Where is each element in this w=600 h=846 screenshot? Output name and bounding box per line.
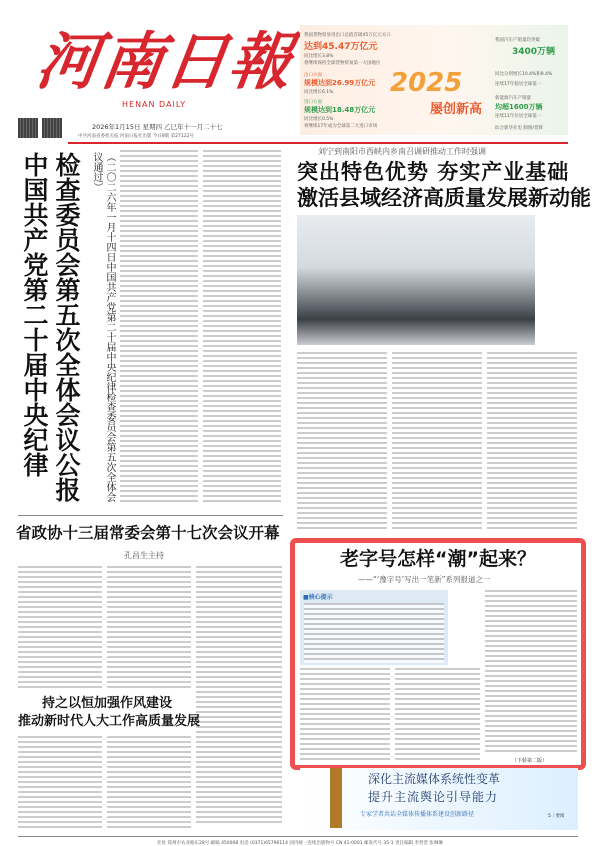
info-text: 连续11年位居全球第一 [495, 114, 542, 119]
info-text: 将继续保持全球货物贸易第一大国地位 [304, 61, 381, 66]
info-text: 我国汽车产销量均突破 [495, 38, 540, 43]
info-text: 我国货物贸易进出口总值首破45万亿元关口 [304, 33, 391, 38]
award-ribbon-icon [330, 768, 342, 828]
info-text: 同比分别增长10.4%和9.4% [495, 72, 553, 77]
continued-note: （下转第二版） [512, 758, 548, 764]
info-slogan: 屡创新高 [430, 102, 483, 117]
story4-body-column [107, 736, 191, 828]
info-credit: 综合新华社电 制图/贺辉 [495, 126, 543, 131]
feature-subtitle: ——“‘豫字号’写出一笔新”系列报道之一 [358, 575, 491, 584]
feature-headline: 老字号怎样“潮”起来？ [340, 548, 536, 570]
info-text: 同比增长0.5% [304, 117, 334, 122]
story3-body-column [18, 566, 102, 688]
news-photo [297, 215, 535, 345]
issue-date: 2026年1月15日 星期四 乙巳年十一月二十七 [92, 123, 223, 131]
story2-body-column [487, 352, 577, 532]
story2-kicker: 刘宁到南阳市西峡内乡南召调研推动工作时强调 [318, 147, 486, 156]
story3-subtitle: 孔昌生主持 [124, 551, 164, 560]
banner-line-2: 提升主流舆论引导能力 [368, 790, 499, 804]
lead-body-column [120, 150, 198, 505]
info-value: 达到45.47万亿元 [304, 42, 378, 52]
core-label: ■核心提示 [303, 594, 333, 601]
publisher-line: 中共河南省委机关报 河南日报社出版 今日8版 第27122号 [78, 134, 194, 139]
masthead-rule [68, 142, 568, 144]
banner-line-1: 深化主流媒体系统性变革 [368, 772, 501, 786]
banner-page: 5｜要闻 [548, 814, 565, 819]
lead-body-column [203, 150, 281, 505]
info-text: 连续17年稳居全球第一 [495, 82, 542, 87]
story2-body-column [297, 352, 387, 532]
info-text: 新能源汽车产销量 [495, 96, 531, 101]
core-summary [300, 590, 448, 665]
info-value: 规模达到18.48万亿元 [304, 106, 376, 114]
divider [18, 515, 283, 516]
info-text: 同比增长3.8% [304, 54, 334, 59]
info-text: 同比增长6.1% [304, 90, 334, 95]
feature-body-column [300, 668, 390, 762]
lead-headline-a: 中国共产党第二十届中央纪律 [20, 152, 49, 477]
story2-body-column [392, 352, 482, 532]
masthead-english: HENAN DAILY [122, 100, 187, 109]
footer-rule [18, 836, 578, 837]
masthead-logo: 河南日報 [32, 25, 299, 98]
story4-headline-2: 推动新时代人大工作高质量发展 [18, 714, 201, 729]
banner-sub: 专家学者共话全媒体传播体系建设创新路径 [360, 811, 475, 818]
lead-headline-b: 检查委员会第五次全体会议公报 [52, 152, 81, 502]
promo-banner[interactable] [300, 768, 578, 830]
story3-body-column [196, 566, 282, 826]
info-text: 将继续17年成为全球第二大进口市场 [304, 124, 378, 129]
story2-headline-2: 激活县域经济高质量发展新动能 [297, 186, 591, 210]
feature-body-column [485, 590, 577, 752]
story3-body-column [107, 566, 191, 688]
info-value: 均超1600万辆 [495, 103, 543, 111]
story4-headline-1: 持之以恒加强作风建设 [42, 696, 173, 711]
info-text: 进口方面 [304, 100, 322, 105]
info-year: 2025 [390, 68, 463, 98]
story3-headline: 省政协十三届常委会第十七次会议开幕 [16, 524, 280, 542]
feature-body-column [395, 668, 480, 762]
footer-info: 社址 郑州市农业路东28号 邮编 450008 电话 (0371)65796114 国内统一连续出版物号 CN 41-0001 邮发代号 35-1 责任编辑 李营营 张琳琳 [157, 841, 443, 846]
qr-code-icon [42, 118, 62, 138]
core-text [304, 603, 444, 663]
story4-body-column [18, 736, 102, 828]
info-value: 规模达到26.99万亿元 [304, 79, 376, 87]
lead-subtitle: （二〇二六年一月十四日中国共产党第二十届中央纪律检查委员会第五次全体会议通过） [91, 152, 115, 502]
info-value: 3400万辆 [512, 47, 556, 57]
story2-headline-1: 突出特色优势 夯实产业基础 [297, 160, 570, 184]
qr-code-icon [18, 118, 38, 138]
info-text: 出口方面 [304, 73, 322, 78]
